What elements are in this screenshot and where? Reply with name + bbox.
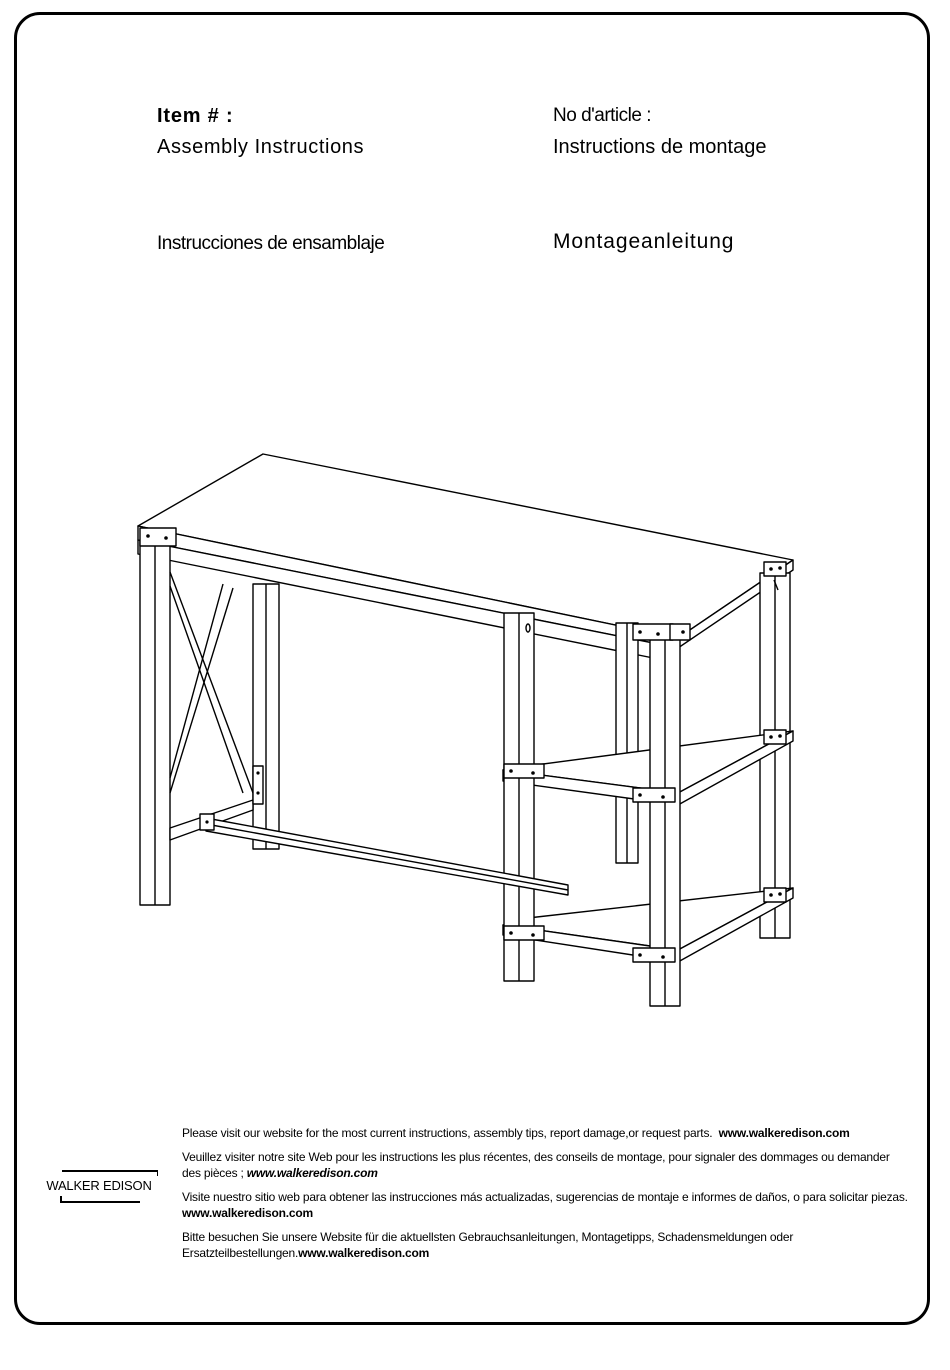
logo-bottom-tick [60, 1196, 62, 1202]
item-number-label-fr: No d'article : [553, 105, 652, 126]
footer-note-es: Visite nuestro sitio web para obtener las instrucciones más actualizadas, sugerencias de montaje e informes de daños, o para solicitar piezas. www.walkeredison.com [182, 1190, 908, 1220]
website-link-de[interactable]: www.walkeredison.com [298, 1246, 430, 1260]
assembly-instructions-de: Montageanleitung [553, 230, 735, 253]
assembly-instructions-en: Assembly Instructions [157, 136, 365, 158]
logo-bottom-rule [60, 1201, 140, 1203]
logo-top-rule [62, 1170, 158, 1172]
footer-note-fr: Veuillez visiter notre site Web pour les instructions les plus récentes, des conseils de montage, pour signaler des dommages ou demander des pièces ; www.walkeredison.com [182, 1150, 890, 1180]
item-number-label: Item # : [157, 105, 234, 127]
footer-note-de: Bitte besuchen Sie unsere Website für die aktuellsten Gebrauchsanleitungen, Montagetipps, Schadensmeldungen oder Ersatzteilbestellungen.www.walkeredison.com [182, 1230, 794, 1260]
walker-edison-logo [40, 1170, 158, 1205]
footer-note-en: Please visit our website for the most current instructions, assembly tips, report damage,or request parts. www.walkeredison.com [182, 1126, 850, 1140]
assembly-instructions-fr: Instructions de montage [553, 136, 767, 158]
desk-illustration [128, 448, 808, 1013]
website-link-fr[interactable]: www.walkeredison.com [246, 1166, 378, 1180]
assembly-instructions-es: Instrucciones de ensamblaje [157, 233, 385, 254]
website-link-en[interactable]: www.walkeredison.com [718, 1126, 850, 1140]
footer-website-notes [182, 1125, 910, 1269]
logo-text: WALKER EDISON [46, 1178, 152, 1193]
website-link-es[interactable]: www.walkeredison.com [182, 1206, 313, 1220]
logo-top-tick [157, 1170, 159, 1176]
